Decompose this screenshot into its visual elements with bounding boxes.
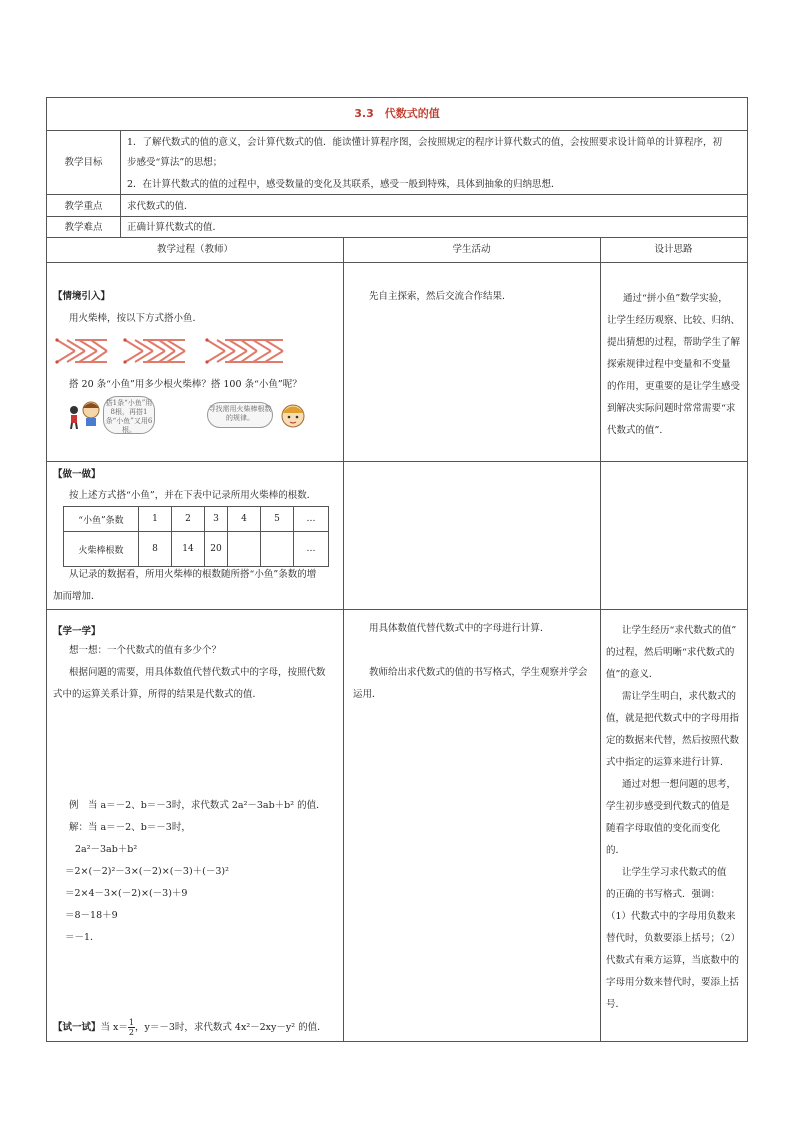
fraction-one-half [128,1018,135,1037]
intro-heading: 【情境引入】 [53,291,111,302]
doit-line-3: 加而增加． [53,591,101,602]
try-it-text-a: 当 x＝ [100,1022,128,1033]
design-line: 让学生经历“求代数式的值” [622,625,737,636]
try-it-line [53,1018,327,1037]
design-line: 的过程，然后明晰“求代数式的 [606,647,735,658]
try-it-text-b: ，y＝－3时，求代数式 4x²－2xy－y² 的值． [135,1022,327,1033]
key-text: 求代数式的值． [127,201,194,212]
learn-student-activity-2b: 运用． [353,689,382,700]
goals-label: 教学目标 [64,157,103,168]
divider [47,609,747,610]
intro-line-2: 搭 20 条“小鱼”用多少根火柴棒？搭 100 条“小鱼”呢？ [69,379,302,390]
design-line: 让学生经历观察、比较、归纳、 [607,315,741,326]
speech-bubble-right: 寻找需用火柴棒根数的规律。 [207,402,273,428]
design-line: 号． [606,999,626,1010]
divider [343,237,344,1041]
solution-step-3: ＝2×4－3×(－2)×(－3)＋9 [65,888,188,899]
goals-text-2: 2．在计算代数式的值的过程中，感受数量的变化及其联系，感受一般到特殊，具体到抽象的归纳思想． [127,179,561,190]
record-table [63,506,329,567]
design-line: 代数式的值”. [607,425,663,436]
page-title: 3.3 代数式的值 [354,107,440,120]
boy-cartoon-icon [81,400,101,426]
table-cell: 5 [261,507,294,532]
design-line: 到解决实际问题时常常需要“求 [607,403,736,414]
table-cell: 4 [228,507,261,532]
design-line: 通过“拼小鱼”数学实验， [623,293,728,304]
goals-text-1b: 步感受“算法”的思想； [127,157,223,168]
solution-intro: 解：当 a＝－2、b＝－3时， [69,822,191,833]
divider [600,237,601,1041]
learn-heading: 【学一学】 [53,626,101,637]
design-line: 字母用分数来替代时，要添上括 [606,977,740,988]
learn-student-activity-2a: 教师给出求代数式的值的书写格式，学生观察并学会 [369,667,588,678]
table-cell: 1 [139,507,172,532]
design-line: 的正确的书写格式．强调： [606,889,721,900]
design-line: 替代时，负数要添上括号；（2） [606,933,741,944]
table-cell: 火柴棒根数 [64,532,139,567]
solution-step-2: ＝2×(－2)²－3×(－2)×(－3)＋(－3)² [65,866,229,877]
divider [47,461,747,462]
girl-cartoon-icon [279,400,307,430]
design-line: 需让学生明白，求代数式的 [622,691,737,702]
goals-text-1a: 1．了解代数式的值的意义，会计算代数式的值．能读懂计算程序图，会按照规定的程序计算代数式的值，会按照要求设计简单的计算程序，初 [127,137,723,148]
table-cell: 8 [139,532,172,567]
learn-design-text [606,620,740,1016]
table-cell [261,532,294,567]
table-cell: 2 [172,507,205,532]
solution-step-4: ＝8－18＋9 [65,910,118,921]
divider [120,130,121,237]
learn-para-1: 根据问题的需要，用具体数值代替代数式中的字母，按照代数 [69,667,326,678]
matchstick-fish-figure [55,336,315,366]
solution-step-5: ＝－1． [65,932,100,943]
intro-student-activity: 先自主探索，然后交流合作结果． [369,291,512,302]
design-line: （1）代数式中的字母用负数来 [606,911,736,922]
table-cell: 14 [172,532,205,567]
design-line: 通过对想一想问题的思考， [622,779,737,790]
table-row [64,532,329,567]
doit-line-2: 从记录的数据看，所用火柴棒的根数随所搭“小鱼”条数的增 [69,569,317,580]
table-cell: “小鱼”条数 [64,507,139,532]
try-it-heading: 【试一试】 [53,1022,101,1033]
table-cell: … [294,507,329,532]
design-line: 的作用，更重要的是让学生感受 [607,381,741,392]
fraction-denominator: 2 [128,1028,134,1037]
design-line: 代数式有乘方运算，当底数中的 [606,955,740,966]
divider [47,194,747,195]
design-line: 值，就是把代数式中的字母用指 [606,713,740,724]
key-label: 教学重点 [64,201,103,212]
design-line: 探索规律过程中变量和不变量 [607,359,731,370]
fraction-numerator: 1 [128,1018,134,1027]
divider [47,262,747,263]
divider [47,237,747,238]
divider [47,130,747,131]
design-line: 定的数据来代替，然后按照代数 [606,735,740,746]
lesson-plan-table [46,97,748,1042]
learn-student-activity-1: 用具体数值代替代数式中的字母进行计算． [369,623,550,634]
design-line: 随看字母取值的变化而变化 [606,823,721,834]
solution-step-1: 2a²－3ab＋b² [75,844,138,855]
intro-line-1: 用火柴棒，按以下方式搭小鱼． [69,313,203,324]
speech-bubble-left: 搭1条“小鱼”用8根，再搭1条“小鱼”又用6根。 [103,396,155,434]
table-cell: … [294,532,329,567]
table-row [64,507,329,532]
design-line: 让学生学习求代数式的值 [622,867,727,878]
difficulty-label: 教学难点 [64,222,103,233]
column-header-student: 学生活动 [452,244,491,255]
learn-para-2: 式中的运算关系计算，所得的结果是代数式的值． [53,689,263,700]
design-line: 值”的意义． [606,669,659,680]
difficulty-text: 正确计算代数式的值． [127,222,223,233]
doit-heading: 【做一做】 [53,469,101,480]
design-line: 式中指定的运算来进行计算． [606,757,730,768]
think-question: 想一想：一个代数式的值有多少个？ [69,645,222,656]
table-cell: 3 [205,507,228,532]
column-header-design: 设计思路 [654,244,693,255]
divider [47,216,747,217]
table-cell [228,532,261,567]
design-line: 提出猜想的过程，帮助学生了解 [607,337,741,348]
design-line: 的． [606,845,626,856]
doit-line-1: 按上述方式搭“小鱼”，并在下表中记录所用火柴棒的根数． [69,490,317,501]
student-figure-icon [67,405,81,429]
intro-design-text [607,288,740,442]
column-header-process: 教学过程（教师） [156,244,233,255]
design-line: 学生初步感受到代数式的值是 [606,801,730,812]
table-cell: 20 [205,532,228,567]
example-statement: 例 当 a＝－2、b＝－3时，求代数式 2a²－3ab＋b² 的值． [69,800,326,811]
